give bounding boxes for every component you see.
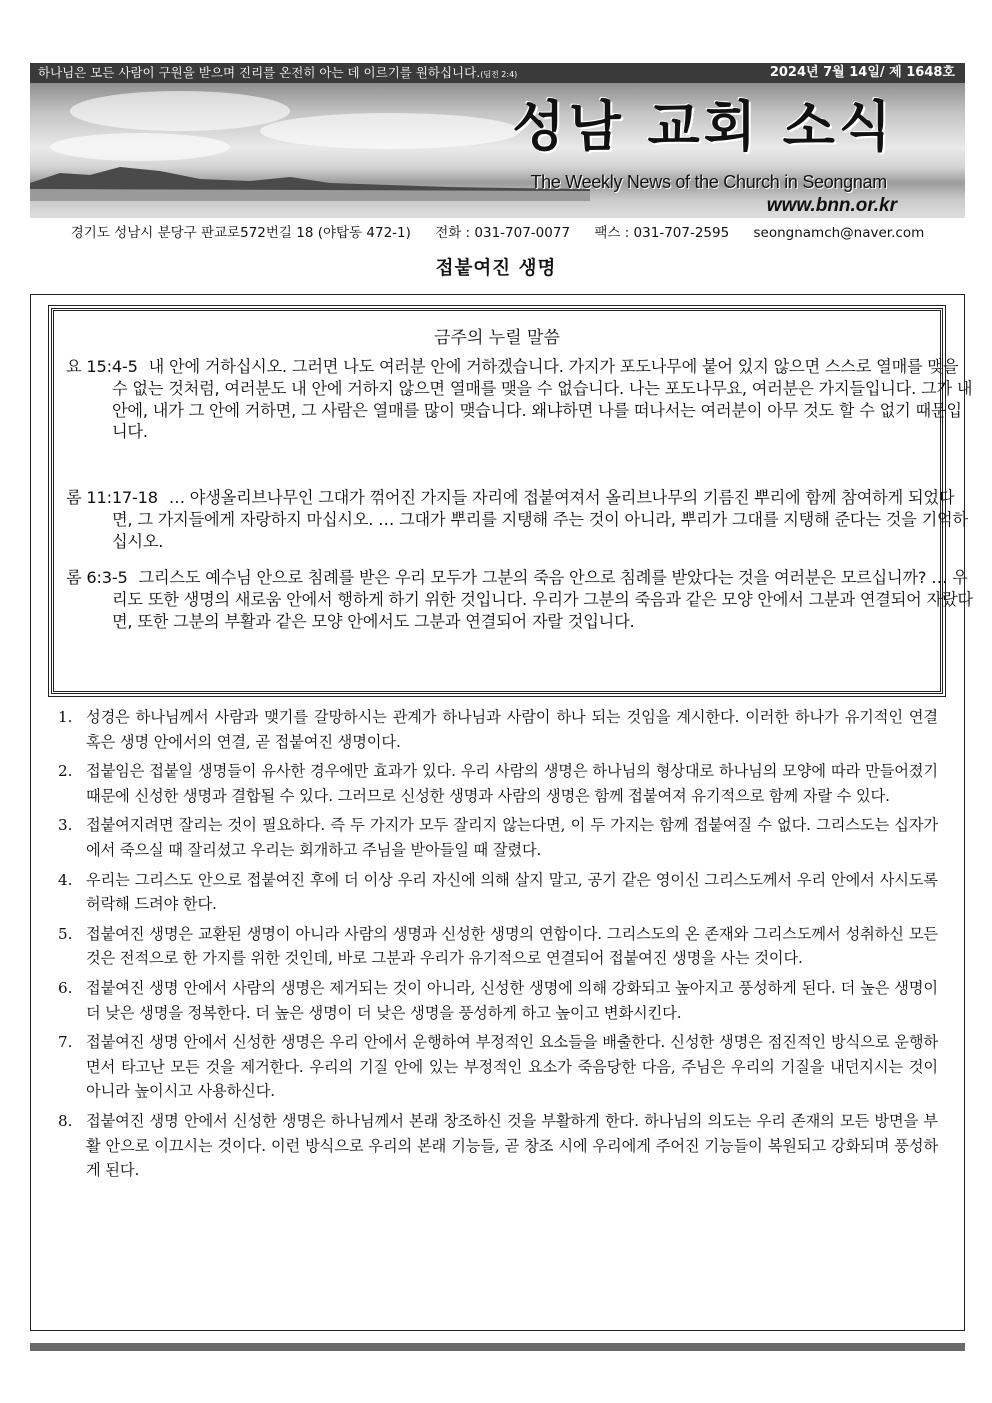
email[interactable]: seongnamch@naver.com — [753, 225, 925, 241]
verse-item — [66, 567, 974, 632]
website-link[interactable]: www.bnn.or.kr — [766, 195, 897, 216]
verse-text: 그리스도 예수님 안으로 침례를 받은 우리 모두가 그분의 죽음 안으로 침례를 받았다는 것을 여러분은 모르십니까? … 우리도 또한 생명의 새로움 안에서 행하게 하기 위한 것입니다. 우리가 그분의 죽음과 같은 모양 안에서 그분과 연결되어 자랐다면, 또한 그분의 부활과 같은 모양 안에서도 그분과 연결되어 자랄 것입니다. — [112, 568, 973, 631]
point-number: 6. — [58, 978, 73, 997]
cloud-shape — [70, 91, 290, 131]
point-number: 8. — [58, 1111, 73, 1130]
verse-item — [66, 356, 974, 443]
list-item — [58, 813, 938, 862]
address: 경기도 성남시 분당구 판교로572번길 18 (야탑동 472-1) — [70, 225, 411, 241]
motto-text: 하나님은 모든 사람이 구원을 받으며 진리를 온전히 아는 데 이르기를 원하십니다. — [38, 65, 481, 80]
verse-reference: 롬 6:3-5 — [66, 568, 128, 587]
masthead-banner — [30, 83, 965, 218]
point-number: 1. — [58, 708, 73, 726]
list-item — [58, 1109, 938, 1183]
header-bar — [30, 63, 965, 83]
list-item — [58, 976, 938, 1025]
verse-heading: 금주의 누릴 말씀 — [434, 328, 560, 348]
fax: 팩스 : 031-707-2595 — [594, 225, 730, 241]
header-motto — [38, 63, 517, 85]
newsletter-title: 성남 교회 소식 — [512, 95, 895, 158]
verse-item — [66, 487, 974, 552]
contact-line — [30, 221, 965, 241]
point-number: 5. — [58, 924, 73, 943]
point-text: 접붙여진 생명 안에서 사람의 생명은 제거되는 것이 아니라, 신성한 생명에 의해 강화되고 높아지고 풍성하게 된다. 더 높은 생명이 더 낮은 생명을 정복한다. 더 높은 생명이 더 낮은 생명을 풍성하게 하고 높이고 변화시킨다. — [86, 978, 938, 1022]
issue-date: 2024년 7월 14일/ 제 1648호 — [769, 65, 955, 80]
point-number: 3. — [58, 816, 73, 835]
newsletter-subtitle: The Weekly News of the Church in Seongnam — [530, 172, 887, 192]
point-text: 접붙여진 생명 안에서 신성한 생명은 우리 안에서 운행하여 부정적인 요소들을 배출한다. 신성한 생명은 점진적인 방식으로 운행하면서 타고난 모든 것을 제거한다. 우리의 기질 안에 있는 부정적인 요소가 죽음당한 다음, 주님은 우리의 기질을 내던지시는 것이 아니라 높이시고 사용하신다. — [86, 1033, 938, 1101]
point-text: 접붙여지려면 잘리는 것이 필요하다. 즉 두 가지가 모두 잘리지 않는다면, 이 두 가지는 함께 접붙여질 수 없다. 그리스도는 십자가에서 죽으실 때 잘리셨고 우리는 회개하고 주님을 받아들일 때 잘렸다. — [86, 816, 938, 859]
verse-box — [51, 308, 973, 694]
point-text: 성경은 하나님께서 사람과 맺기를 갈망하시는 관계가 하나님과 사람이 하나 되는 것임을 계시한다. 이러한 하나가 유기적인 연결 혹은 생명 안에서의 연결, 곧 접붙여진 생명이다. — [86, 708, 938, 751]
list-item — [58, 868, 938, 917]
cloud-shape — [260, 113, 520, 149]
list-item — [58, 922, 938, 971]
point-text: 접붙임은 접붙일 생명들이 유사한 경우에만 효과가 있다. 우리 사람의 생명은 하나님의 형상대로 하나님의 모양에 따라 만들어졌기 때문에 신성한 생명과 결합될 수 있다. 그러므로 신성한 생명과 사람의 생명은 함께 접붙여져 유기적으로 함께 자랄 수 있다. — [86, 762, 938, 805]
list-item — [58, 1030, 938, 1104]
footer-divider — [30, 1343, 965, 1351]
verse-text: … 야생올리브나무인 그대가 꺾어진 가지들 자리에 접붙여져서 올리브나무의 기름진 뿌리에 함께 참여하게 되었다면, 그 가지들에게 자랑하지 마십시오. … 그대가 뿌리를 지탱해 주는 것이 아니라, 뿌리가 그대를 지탱해 준다는 것을 기억하십시오. — [112, 488, 968, 551]
point-text: 접붙여진 생명은 교환된 생명이 아니라 사람의 생명과 신성한 생명의 연합이다. 그리스도의 온 존재와 그리스도께서 성취하신 모든 것은 전적으로 한 가지를 위한 것인데, 바로 그분과 우리가 유기적으로 연결되어 접붙여진 생명을 사는 것이다. — [86, 924, 938, 968]
point-text: 접붙여진 생명 안에서 신성한 생명은 하나님께서 본래 창조하신 것을 부활하게 한다. 하나님의 의도는 우리 존재의 모든 방면을 부활 안으로 이끄시는 것이다. 이런 방식으로 우리의 본래 기능들, 곧 창조 시에 우리에게 주어진 기능들이 복원되고 강화되며 풍성하게 된다. — [86, 1111, 938, 1180]
point-number: 7. — [58, 1033, 73, 1052]
list-item — [58, 759, 938, 808]
landscape-hills — [30, 161, 590, 201]
phone: 전화 : 031-707-0077 — [435, 225, 571, 241]
page-title: 접붙여진 생명 — [435, 258, 557, 279]
cloud-shape — [50, 133, 230, 161]
point-number: 2. — [58, 762, 73, 781]
point-text: 우리는 그리스도 안으로 접붙여진 후에 더 이상 우리 자신에 의해 살지 말고, 공기 같은 영이신 그리스도께서 우리 안에서 사시도록 허락해 드려야 한다. — [86, 870, 938, 914]
points-list — [58, 705, 938, 1188]
point-number: 4. — [58, 870, 73, 889]
motto-reference: (딤전 2:4) — [480, 70, 518, 79]
list-item — [58, 705, 938, 754]
verse-reference: 롬 11:17-18 — [66, 488, 158, 507]
verse-reference: 요 15:4-5 — [66, 357, 138, 376]
verse-text: 내 안에 거하십시오. 그러면 나도 여러분 안에 거하겠습니다. 가지가 포도나무에 붙어 있지 않으면 스스로 열매를 맺을 수 없는 것처럼, 여러분도 내 안에 거하지 않으면 열매를 맺을 수 없습니다. 나는 포도나무요, 여러분은 가지들입니다. 그가 내 안에, 내가 그 안에 거하면, 그 사람은 열매를 많이 맺습니다. 왜냐하면 나를 떠나서는 여러분이 아무 것도 할 수 없기 때문입니다. — [112, 357, 973, 442]
